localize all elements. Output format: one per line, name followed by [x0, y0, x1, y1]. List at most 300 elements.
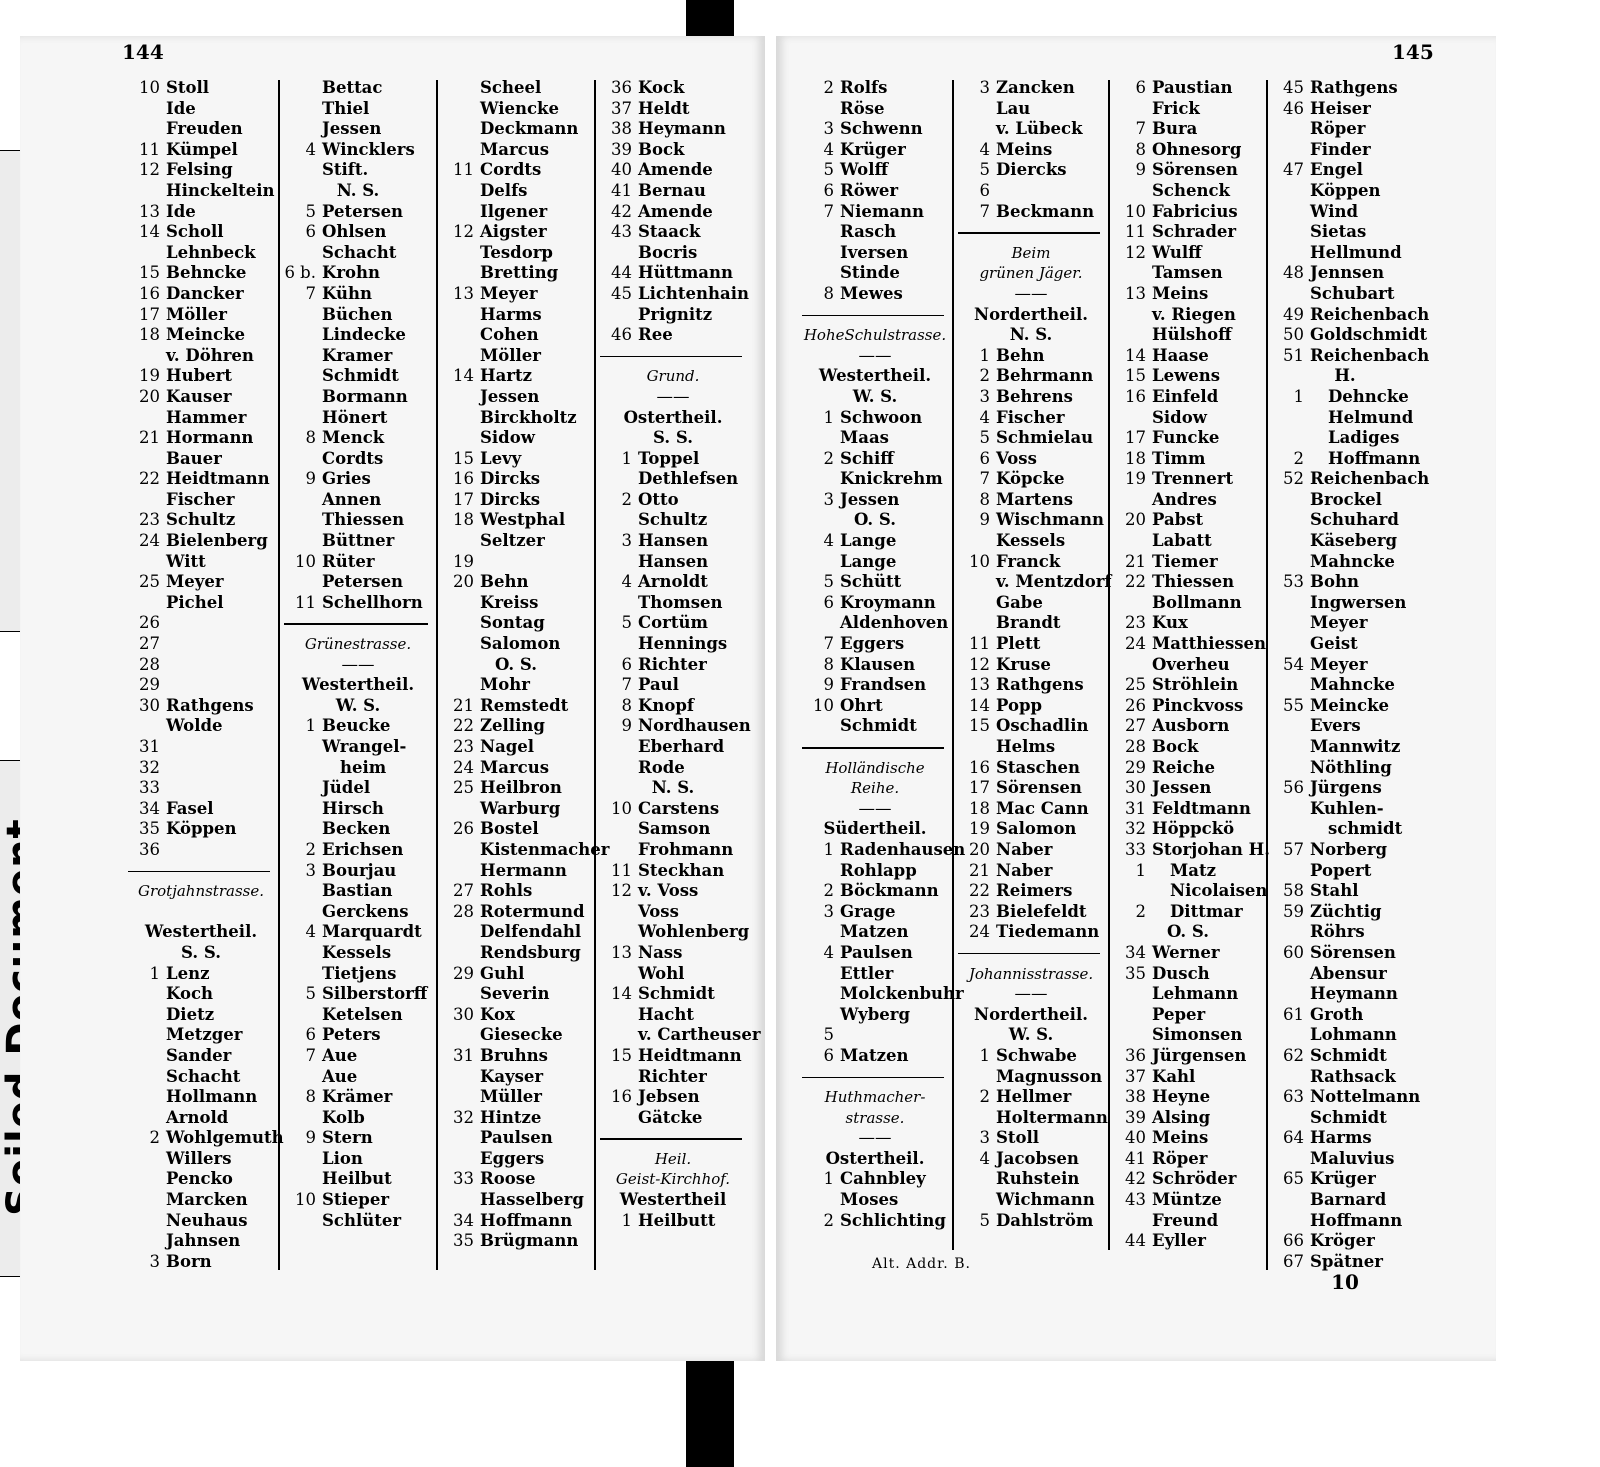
resident-name: Röper — [1310, 119, 1366, 139]
directory-entry — [126, 181, 276, 202]
directory-entry — [956, 737, 1106, 758]
resident-name: Spätner — [1310, 1251, 1383, 1271]
resident-name: Samson — [638, 819, 711, 839]
resident-name: Arnoldt — [638, 572, 708, 592]
directory-entry — [440, 1067, 592, 1088]
house-number: 3 — [979, 78, 990, 97]
directory-entry — [956, 1149, 1106, 1170]
house-number: 4 — [305, 922, 316, 942]
directory-entry — [1112, 902, 1264, 923]
resident-name: Giesecke — [480, 1025, 563, 1045]
resident-name: Schacht — [166, 1066, 241, 1086]
directory-entry — [1112, 572, 1264, 593]
directory-entry — [1112, 99, 1264, 120]
resident-name: Voss — [638, 901, 679, 921]
house-number — [800, 469, 840, 490]
house-number: 19 — [453, 551, 474, 571]
directory-entry — [1112, 1108, 1264, 1129]
house-number: 6 b. — [284, 263, 316, 283]
house-number — [1270, 964, 1310, 985]
house-number: 5 — [305, 201, 316, 221]
resident-name: Röhrs — [1310, 922, 1365, 942]
resident-name: Meins — [1152, 283, 1209, 303]
resident-name: Radenhausen — [840, 839, 966, 859]
directory-entry — [1270, 819, 1420, 840]
directory-entry — [126, 613, 276, 634]
street-heading: Grotjahnstrasse. — [137, 882, 264, 901]
section-label: W. S. — [335, 695, 381, 715]
house-number: 39 — [611, 139, 632, 159]
resident-name: Lange — [840, 531, 897, 551]
resident-name: Nicolaisen — [1170, 881, 1268, 901]
house-number: 16 — [1125, 386, 1146, 406]
house-number — [126, 243, 166, 264]
directory-entry — [282, 366, 434, 387]
binding-spine-bottom — [686, 1361, 734, 1467]
resident-name: Schenck — [1152, 180, 1230, 200]
resident-name: Schwoon — [840, 407, 923, 427]
directory-entry — [440, 222, 592, 243]
resident-name: Stahl — [1310, 881, 1359, 901]
resident-name: Iversen — [840, 242, 909, 262]
house-number — [440, 943, 480, 964]
house-number: 27 — [139, 634, 160, 654]
directory-entry — [1112, 1005, 1264, 1026]
street-heading: Heil. — [654, 1149, 692, 1168]
directory-entry — [1270, 778, 1420, 799]
resident-name: Stern — [322, 1128, 373, 1148]
house-number: 1 — [149, 963, 160, 983]
house-number: 2 — [823, 1210, 834, 1230]
directory-entry — [598, 1108, 748, 1129]
house-number: 1 — [1135, 860, 1146, 880]
house-number — [282, 99, 322, 120]
house-number: 9 — [305, 469, 316, 489]
column-rule — [952, 80, 954, 1250]
house-number: 16 — [611, 1087, 632, 1107]
house-number: 40 — [611, 160, 632, 180]
house-number: 7 — [621, 675, 632, 695]
resident-name: Jennsen — [1310, 263, 1385, 283]
resident-name: Beucke — [322, 716, 391, 736]
directory-entry — [126, 737, 276, 758]
directory-entry — [598, 902, 748, 923]
resident-name: Lehmann — [1152, 984, 1239, 1004]
directory-entry — [1270, 428, 1420, 449]
house-number — [1270, 737, 1310, 758]
resident-name: Kock — [638, 78, 685, 97]
directory-entry — [1112, 1231, 1264, 1252]
resident-name: Cordts — [322, 448, 384, 468]
directory-entry — [598, 490, 748, 511]
directory-entry — [1112, 160, 1264, 181]
resident-name: Neuhaus — [166, 1210, 248, 1230]
directory-entry — [440, 160, 592, 181]
house-number — [440, 305, 480, 326]
resident-name: Simonsen — [1152, 1025, 1243, 1045]
directory-entry — [1270, 160, 1420, 181]
resident-name: Helms — [996, 737, 1056, 756]
directory-entry — [440, 387, 592, 408]
directory-entry — [800, 1169, 950, 1190]
resident-name: Wischmann — [996, 510, 1104, 530]
directory-entry — [1112, 1067, 1264, 1088]
house-number: 8 — [823, 283, 834, 303]
house-number — [1270, 716, 1310, 737]
directory-entry — [800, 119, 950, 140]
resident-name: Behrmann — [996, 366, 1094, 386]
directory-entry — [598, 181, 748, 202]
directory-entry — [126, 469, 276, 490]
directory-entry — [440, 119, 592, 140]
directory-entry — [800, 263, 950, 284]
house-number: 34 — [453, 1210, 474, 1230]
directory-entry — [126, 799, 276, 820]
directory-entry — [956, 428, 1106, 449]
house-number: 30 — [1125, 778, 1146, 798]
directory-entry — [440, 613, 592, 634]
resident-name: Guhl — [480, 963, 525, 983]
house-number: 1 — [305, 716, 316, 736]
directory-entry — [1270, 799, 1420, 820]
directory-entry — [598, 202, 748, 223]
resident-name: Meins — [996, 139, 1053, 159]
directory-column — [126, 78, 284, 1272]
resident-name: Meincke — [1310, 695, 1390, 715]
directory-entry — [956, 202, 1106, 223]
house-number — [956, 1067, 996, 1088]
resident-name: Plett — [996, 634, 1041, 654]
directory-entry — [598, 160, 748, 181]
house-number: 8 — [305, 428, 316, 448]
house-number: 2 — [979, 1087, 990, 1107]
house-number: 3 — [149, 1251, 160, 1271]
house-number: 6 — [979, 180, 990, 200]
house-number: 2 — [1293, 448, 1304, 468]
directory-entry — [1270, 1087, 1420, 1108]
directory-entry — [126, 840, 276, 861]
resident-name: Ilgener — [480, 201, 548, 221]
directory-entry — [598, 140, 748, 161]
directory-entry — [598, 922, 748, 943]
directory-entry — [1270, 902, 1420, 923]
resident-name: Nöthling — [1310, 757, 1392, 777]
resident-name: Schubart — [1310, 283, 1395, 303]
house-number — [126, 1231, 166, 1252]
house-number: 9 — [979, 510, 990, 530]
house-number — [1270, 675, 1310, 696]
resident-name: Hoffmann — [480, 1210, 573, 1230]
directory-entry — [1270, 737, 1420, 758]
house-number: 5 — [979, 428, 990, 448]
house-number — [598, 1025, 638, 1046]
section-label: N. S. — [336, 180, 380, 200]
directory-entry — [1112, 222, 1264, 243]
resident-name: Cohen — [480, 325, 539, 345]
resident-name: Hellmer — [996, 1087, 1072, 1107]
house-number: 35 — [1125, 963, 1146, 983]
resident-name: Einfeld — [1152, 386, 1219, 406]
resident-name: v. Mentzdorf — [996, 572, 1112, 592]
house-number: 9 — [1135, 160, 1146, 180]
house-number: 10 — [295, 1190, 316, 1210]
resident-name: Bostel — [480, 819, 539, 839]
house-number: 20 — [453, 572, 474, 592]
directory-entry — [1270, 1252, 1420, 1273]
directory-entry — [800, 655, 950, 676]
resident-name: Nass — [638, 942, 683, 962]
resident-name: Schacht — [322, 242, 397, 262]
resident-name: Lewens — [1152, 366, 1221, 386]
resident-name: Fischer — [166, 489, 235, 509]
directory-entry — [282, 737, 434, 758]
resident-name: Naber — [996, 860, 1053, 880]
house-number: 21 — [1125, 551, 1146, 571]
directory-entry — [1112, 1025, 1264, 1046]
directory-entry — [800, 1211, 950, 1232]
house-number: 15 — [453, 448, 474, 468]
house-number: 32 — [139, 757, 160, 777]
resident-name: v. Cartheuser — [638, 1025, 761, 1045]
resident-name: Bretting — [480, 263, 559, 283]
directory-entry — [282, 305, 434, 326]
house-number: 23 — [969, 901, 990, 921]
section-rule — [800, 737, 950, 758]
directory-entry — [1112, 634, 1267, 655]
resident-name: Harms — [480, 304, 542, 324]
resident-name: Wincklers — [322, 139, 415, 159]
house-number — [598, 1005, 638, 1026]
resident-name: Rathsack — [1310, 1066, 1396, 1086]
directory-entry — [282, 984, 434, 1005]
directory-entry — [282, 284, 434, 305]
house-number — [126, 119, 166, 140]
house-number: 12 — [139, 160, 160, 180]
house-number — [598, 840, 638, 861]
resident-name: Niemann — [840, 201, 924, 221]
house-number: 41 — [1125, 1148, 1146, 1168]
house-number: 36 — [1125, 1045, 1146, 1065]
house-number: 19 — [139, 366, 160, 386]
house-number: 66 — [1283, 1231, 1304, 1251]
resident-name: Richter — [638, 654, 707, 674]
section-label: W. S. — [1008, 1025, 1054, 1045]
house-number — [598, 593, 638, 614]
house-number — [126, 1087, 166, 1108]
resident-name: Aigster — [480, 222, 547, 242]
directory-entry — [800, 469, 950, 490]
resident-name: Peters — [322, 1025, 381, 1045]
resident-name: Röse — [840, 98, 885, 118]
resident-name: Ree — [638, 325, 673, 345]
house-number — [1270, 510, 1310, 531]
resident-name: Rolfs — [840, 78, 888, 97]
directory-entry — [800, 572, 950, 593]
resident-name: Heyne — [1152, 1087, 1211, 1107]
house-number — [440, 840, 480, 861]
directory-entry — [1270, 613, 1420, 634]
resident-name: Böckmann — [840, 881, 939, 901]
street-heading: Reihe. — [850, 779, 900, 798]
house-number: 42 — [611, 201, 632, 221]
street-heading: Geist-Kirchhof. — [615, 1170, 731, 1189]
directory-entry — [800, 552, 950, 573]
house-number: 29 — [139, 675, 160, 695]
directory-entry — [1112, 737, 1264, 758]
house-number: 2 — [1135, 901, 1146, 921]
resident-name: Bourjau — [322, 860, 397, 880]
house-number — [1270, 181, 1310, 202]
house-number — [598, 243, 638, 264]
house-number — [956, 1190, 996, 1211]
house-number: 6 — [823, 1045, 834, 1065]
directory-entry — [1270, 140, 1420, 161]
section-rule — [598, 346, 748, 367]
resident-name: Prignitz — [638, 304, 713, 324]
house-number — [440, 346, 480, 367]
house-number — [440, 922, 480, 943]
resident-name: Eberhard — [638, 737, 725, 756]
resident-name: Dehncke — [1328, 386, 1409, 406]
directory-entry — [800, 696, 950, 717]
resident-name: Ingwersen — [1310, 592, 1407, 612]
directory-entry — [956, 552, 1106, 573]
house-number — [126, 593, 166, 614]
house-number — [282, 305, 322, 326]
house-number: 12 — [453, 222, 474, 242]
directory-entry — [956, 655, 1106, 676]
house-number: 20 — [969, 839, 990, 859]
resident-name: Schuhard — [1310, 510, 1399, 530]
resident-name: Becken — [322, 819, 391, 839]
directory-entry — [126, 675, 276, 696]
house-number: 8 — [1135, 139, 1146, 159]
resident-name: Ohnesorg — [1152, 139, 1242, 159]
resident-name: Cortüm — [638, 613, 708, 633]
house-number — [1112, 490, 1152, 511]
directory-entry — [440, 778, 592, 799]
house-number — [282, 449, 322, 470]
resident-name: Freuden — [166, 119, 243, 139]
resident-name: Funcke — [1152, 428, 1220, 448]
house-number — [1270, 284, 1310, 305]
directory-entry — [956, 799, 1106, 820]
directory-entry — [126, 1087, 276, 1108]
resident-name: Hintze — [480, 1107, 542, 1127]
resident-name: Ruhstein — [996, 1169, 1080, 1189]
resident-name: Timm — [1152, 448, 1206, 468]
resident-name: Thiel — [322, 98, 370, 118]
house-number: 3 — [979, 386, 990, 406]
directory-entry — [440, 490, 592, 511]
directory-entry — [800, 160, 950, 181]
directory-entry — [956, 1190, 1106, 1211]
resident-name: Rotermund — [480, 901, 585, 921]
directory-entry — [956, 1046, 1106, 1067]
house-number — [440, 1025, 480, 1046]
resident-name: Evers — [1310, 716, 1361, 736]
house-number — [282, 510, 322, 531]
directory-entry — [1112, 78, 1264, 99]
house-number: 32 — [453, 1107, 474, 1127]
house-number — [126, 449, 166, 470]
section-label: Ostertheil. — [623, 407, 723, 427]
directory-entry — [126, 428, 276, 449]
house-number: 29 — [1125, 757, 1146, 777]
resident-name: Hellmund — [1310, 242, 1402, 262]
house-number — [1270, 552, 1310, 573]
directory-entry — [126, 305, 276, 326]
resident-name: Ohrt — [840, 695, 883, 715]
directory-column — [282, 78, 434, 1231]
resident-name: Molckenbuhr — [840, 984, 964, 1004]
resident-name: Rathgens — [996, 675, 1084, 695]
resident-name: Richter — [638, 1066, 707, 1086]
resident-name: Frick — [1152, 98, 1200, 118]
resident-name: Jessen — [1152, 778, 1212, 798]
directory-entry — [440, 325, 592, 346]
directory-entry — [1270, 202, 1420, 223]
directory-entry — [1270, 78, 1420, 99]
street-heading: grünen Jäger. — [979, 264, 1083, 283]
house-number: 7 — [979, 469, 990, 489]
house-number — [440, 181, 480, 202]
resident-name: Amende — [638, 201, 713, 221]
resident-name: Eyller — [1152, 1231, 1206, 1251]
house-number: 9 — [305, 1128, 316, 1148]
resident-name: Jessen — [322, 119, 382, 139]
resident-name: Pencko — [166, 1169, 233, 1189]
resident-name: Wolde — [166, 716, 223, 736]
house-number: 2 — [823, 78, 834, 97]
directory-entry — [282, 1190, 434, 1211]
directory-entry — [1112, 387, 1264, 408]
directory-entry — [1270, 1190, 1420, 1211]
resident-name: Storjohan H. — [1152, 839, 1270, 859]
dash-separator: —— — [858, 345, 892, 365]
directory-entry — [126, 325, 276, 346]
directory-entry — [282, 387, 434, 408]
resident-name: Frohmann — [638, 839, 734, 859]
directory-entry — [1270, 1211, 1420, 1232]
directory-entry — [440, 243, 592, 264]
house-number — [598, 758, 638, 779]
directory-entry — [598, 1025, 761, 1046]
house-number — [1112, 655, 1152, 676]
directory-entry — [800, 964, 950, 985]
house-number: 1 — [979, 1045, 990, 1065]
house-number — [126, 1149, 166, 1170]
resident-name: Geist — [1310, 634, 1358, 654]
resident-name: Aldenhoven — [840, 613, 949, 633]
directory-entry — [282, 428, 434, 449]
house-number: 18 — [139, 325, 160, 345]
resident-name: Koch — [166, 984, 214, 1004]
directory-entry — [440, 78, 592, 99]
resident-name: Hennings — [638, 634, 728, 654]
house-number — [282, 243, 322, 264]
resident-name: Rendsburg — [480, 942, 581, 962]
house-number: 53 — [1283, 572, 1304, 592]
resident-name: Zelling — [480, 716, 545, 736]
house-number: 9 — [621, 716, 632, 736]
resident-name: Kistenmacher — [480, 839, 610, 859]
house-number — [126, 552, 166, 573]
house-number — [440, 675, 480, 696]
column-rule — [278, 80, 280, 1270]
resident-name: Nagel — [480, 737, 535, 756]
directory-entry — [1112, 839, 1270, 861]
